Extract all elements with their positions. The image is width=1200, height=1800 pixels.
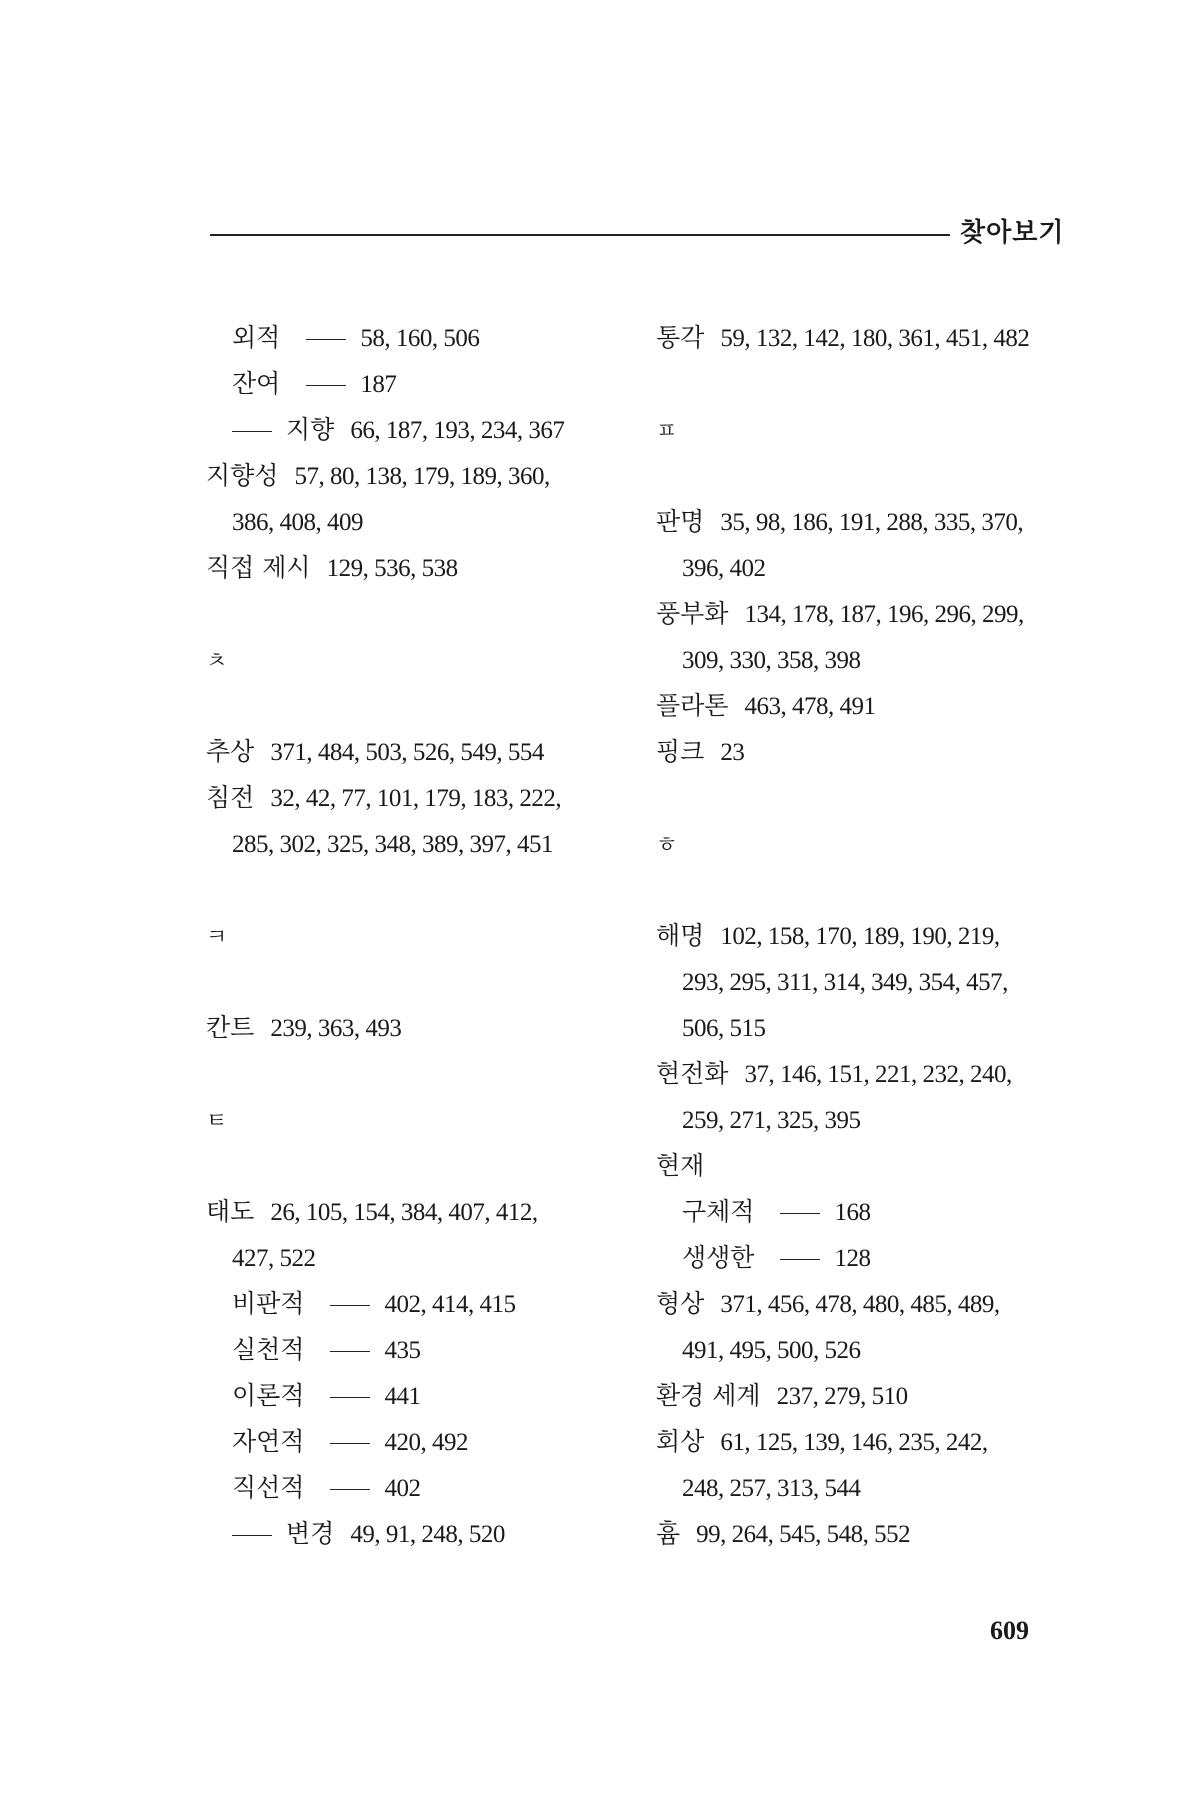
page-refs: 259, 271, 325, 395 xyxy=(682,1107,861,1134)
repeat-dash xyxy=(330,1351,370,1352)
index-entry-continuation xyxy=(656,545,1086,591)
page-refs: 293, 295, 311, 314, 349, 354, 457, xyxy=(682,969,1008,996)
page-refs: 248, 257, 313, 544 xyxy=(682,1475,861,1502)
index-subentry xyxy=(206,1465,636,1511)
index-entry xyxy=(656,1373,1086,1419)
page-refs: 402 xyxy=(384,1475,421,1502)
index-entry xyxy=(656,315,1086,361)
page-refs: 32, 42, 77, 101, 179, 183, 222, xyxy=(270,785,562,812)
blank-row xyxy=(206,1051,636,1097)
index-subentry xyxy=(656,1235,1086,1281)
index-subentry xyxy=(206,361,636,407)
page-refs: 57, 80, 138, 179, 189, 360, xyxy=(294,463,550,490)
index-subentry xyxy=(206,1327,636,1373)
index-subentry xyxy=(206,407,636,453)
index-entry xyxy=(656,729,1086,775)
header-rule xyxy=(210,234,950,236)
index-entry-continuation xyxy=(656,1465,1086,1511)
repeat-dash xyxy=(306,339,346,340)
blank-row xyxy=(206,591,636,637)
index-term: 추상 xyxy=(206,737,255,766)
index-entry xyxy=(656,683,1086,729)
index-column-left xyxy=(206,315,636,1557)
index-term: 직접 제시 xyxy=(206,553,311,582)
index-entry xyxy=(656,591,1086,637)
index-term: 해명 xyxy=(656,921,705,950)
index-subentry xyxy=(656,1189,1086,1235)
index-term: 자연적 xyxy=(232,1427,305,1456)
section-letter xyxy=(206,637,636,683)
repeat-dash xyxy=(780,1259,820,1260)
blank-row xyxy=(206,959,636,1005)
index-term: 생생한 xyxy=(682,1243,755,1272)
index-entry xyxy=(656,1281,1086,1327)
page-refs: 309, 330, 358, 398 xyxy=(682,647,861,674)
index-term: 핑크 xyxy=(656,737,705,766)
index-term: 잔여 xyxy=(232,369,281,398)
index-term: 칸트 xyxy=(206,1013,255,1042)
page-refs: 49, 91, 248, 520 xyxy=(350,1521,505,1548)
page-refs: 491, 495, 500, 526 xyxy=(682,1337,861,1364)
blank-row xyxy=(206,1143,636,1189)
section-letter-text: ㅎ xyxy=(656,833,678,858)
index-term: 변경 xyxy=(286,1519,335,1548)
page-refs: 66, 187, 193, 234, 367 xyxy=(350,417,565,444)
index-term: 현재 xyxy=(656,1151,705,1180)
index-term: 판명 xyxy=(656,507,705,536)
page-refs: 463, 478, 491 xyxy=(744,693,876,720)
repeat-dash xyxy=(780,1213,820,1214)
repeat-dash xyxy=(330,1397,370,1398)
index-entry-continuation xyxy=(656,637,1086,683)
index-term: 이론적 xyxy=(232,1381,305,1410)
page-refs: 187 xyxy=(360,371,397,398)
index-entry xyxy=(206,1189,636,1235)
index-term: 외적 xyxy=(232,323,281,352)
page-refs: 396, 402 xyxy=(682,555,766,582)
blank-row xyxy=(656,775,1086,821)
index-entry xyxy=(656,1143,1086,1189)
index-term: 회상 xyxy=(656,1427,705,1456)
section-letter xyxy=(206,1097,636,1143)
index-term: 환경 세계 xyxy=(656,1381,761,1410)
index-term: 지향성 xyxy=(206,461,279,490)
page-refs: 35, 98, 186, 191, 288, 335, 370, xyxy=(720,509,1024,536)
index-entry xyxy=(656,499,1086,545)
page-refs: 237, 279, 510 xyxy=(776,1383,908,1410)
index-subentry xyxy=(206,315,636,361)
page-refs: 99, 264, 545, 548, 552 xyxy=(696,1521,911,1548)
section-letter xyxy=(206,913,636,959)
index-entry-continuation xyxy=(206,1235,636,1281)
blank-row xyxy=(656,867,1086,913)
index-term: 풍부화 xyxy=(656,599,729,628)
index-term: 통각 xyxy=(656,323,705,352)
page-refs: 128 xyxy=(834,1245,871,1272)
page-refs: 26, 105, 154, 384, 407, 412, xyxy=(270,1199,538,1226)
index-entry xyxy=(206,1005,636,1051)
page-refs: 61, 125, 139, 146, 235, 242, xyxy=(720,1429,988,1456)
page-refs: 23 xyxy=(720,739,745,766)
index-entry xyxy=(656,913,1086,959)
section-letter xyxy=(656,407,1086,453)
section-letter-text: ㅌ xyxy=(206,1109,228,1134)
page-refs: 168 xyxy=(834,1199,871,1226)
page-refs: 371, 456, 478, 480, 485, 489, xyxy=(720,1291,1000,1318)
page-refs: 427, 522 xyxy=(232,1245,316,1272)
index-entry-continuation xyxy=(656,1005,1086,1051)
index-term: 흄 xyxy=(656,1519,681,1548)
page-number: 609 xyxy=(990,1616,1029,1645)
page-refs: 134, 178, 187, 196, 296, 299, xyxy=(744,601,1024,628)
index-term: 침전 xyxy=(206,783,255,812)
index-subentry xyxy=(206,1281,636,1327)
index-entry xyxy=(206,775,636,821)
repeat-dash xyxy=(330,1443,370,1444)
blank-row xyxy=(206,683,636,729)
section-letter-text: ㅋ xyxy=(206,925,228,950)
section-letter-text: ㅊ xyxy=(206,649,228,674)
page-refs: 129, 536, 538 xyxy=(326,555,458,582)
blank-row xyxy=(206,867,636,913)
repeat-dash xyxy=(232,431,272,432)
section-letter-text: ㅍ xyxy=(656,419,678,444)
blank-row xyxy=(656,361,1086,407)
index-entry xyxy=(656,1511,1086,1557)
repeat-dash xyxy=(306,385,346,386)
page-refs: 506, 515 xyxy=(682,1015,766,1042)
index-entry xyxy=(656,1051,1086,1097)
page-refs: 102, 158, 170, 189, 190, 219, xyxy=(720,923,1000,950)
page-refs: 435 xyxy=(384,1337,421,1364)
index-entry xyxy=(206,453,636,499)
index-subentry xyxy=(206,1511,636,1557)
repeat-dash xyxy=(330,1489,370,1490)
page-refs: 59, 132, 142, 180, 361, 451, 482 xyxy=(720,325,1030,352)
index-subentry xyxy=(206,1419,636,1465)
index-entry-continuation xyxy=(656,959,1086,1005)
repeat-dash xyxy=(232,1535,272,1536)
index-term: 실천적 xyxy=(232,1335,305,1364)
blank-row xyxy=(656,453,1086,499)
page-refs: 37, 146, 151, 221, 232, 240, xyxy=(744,1061,1012,1088)
page-refs: 441 xyxy=(384,1383,421,1410)
page-refs: 402, 414, 415 xyxy=(384,1291,516,1318)
index-term: 현전화 xyxy=(656,1059,729,1088)
header-title: 찾아보기 xyxy=(960,218,1065,248)
page-refs: 239, 363, 493 xyxy=(270,1015,402,1042)
section-letter xyxy=(656,821,1086,867)
index-subentry xyxy=(206,1373,636,1419)
index-term: 플라톤 xyxy=(656,691,729,720)
page-refs: 371, 484, 503, 526, 549, 554 xyxy=(270,739,544,766)
page-refs: 58, 160, 506 xyxy=(360,325,480,352)
repeat-dash xyxy=(330,1305,370,1306)
index-entry-continuation xyxy=(656,1097,1086,1143)
page-refs: 285, 302, 325, 348, 389, 397, 451 xyxy=(232,831,553,858)
index-entry xyxy=(206,729,636,775)
index-entry xyxy=(656,1419,1086,1465)
index-column-right xyxy=(656,315,1086,1557)
page-refs: 420, 492 xyxy=(384,1429,468,1456)
page-refs: 386, 408, 409 xyxy=(232,509,363,536)
index-entry-continuation xyxy=(206,499,636,545)
index-term: 구체적 xyxy=(682,1197,755,1226)
index-entry-continuation xyxy=(656,1327,1086,1373)
index-term: 직선적 xyxy=(232,1473,305,1502)
index-term: 지향 xyxy=(286,415,335,444)
index-term: 태도 xyxy=(206,1197,255,1226)
index-term: 형상 xyxy=(656,1289,705,1318)
index-entry-continuation xyxy=(206,821,636,867)
index-entry xyxy=(206,545,636,591)
index-term: 비판적 xyxy=(232,1289,305,1318)
